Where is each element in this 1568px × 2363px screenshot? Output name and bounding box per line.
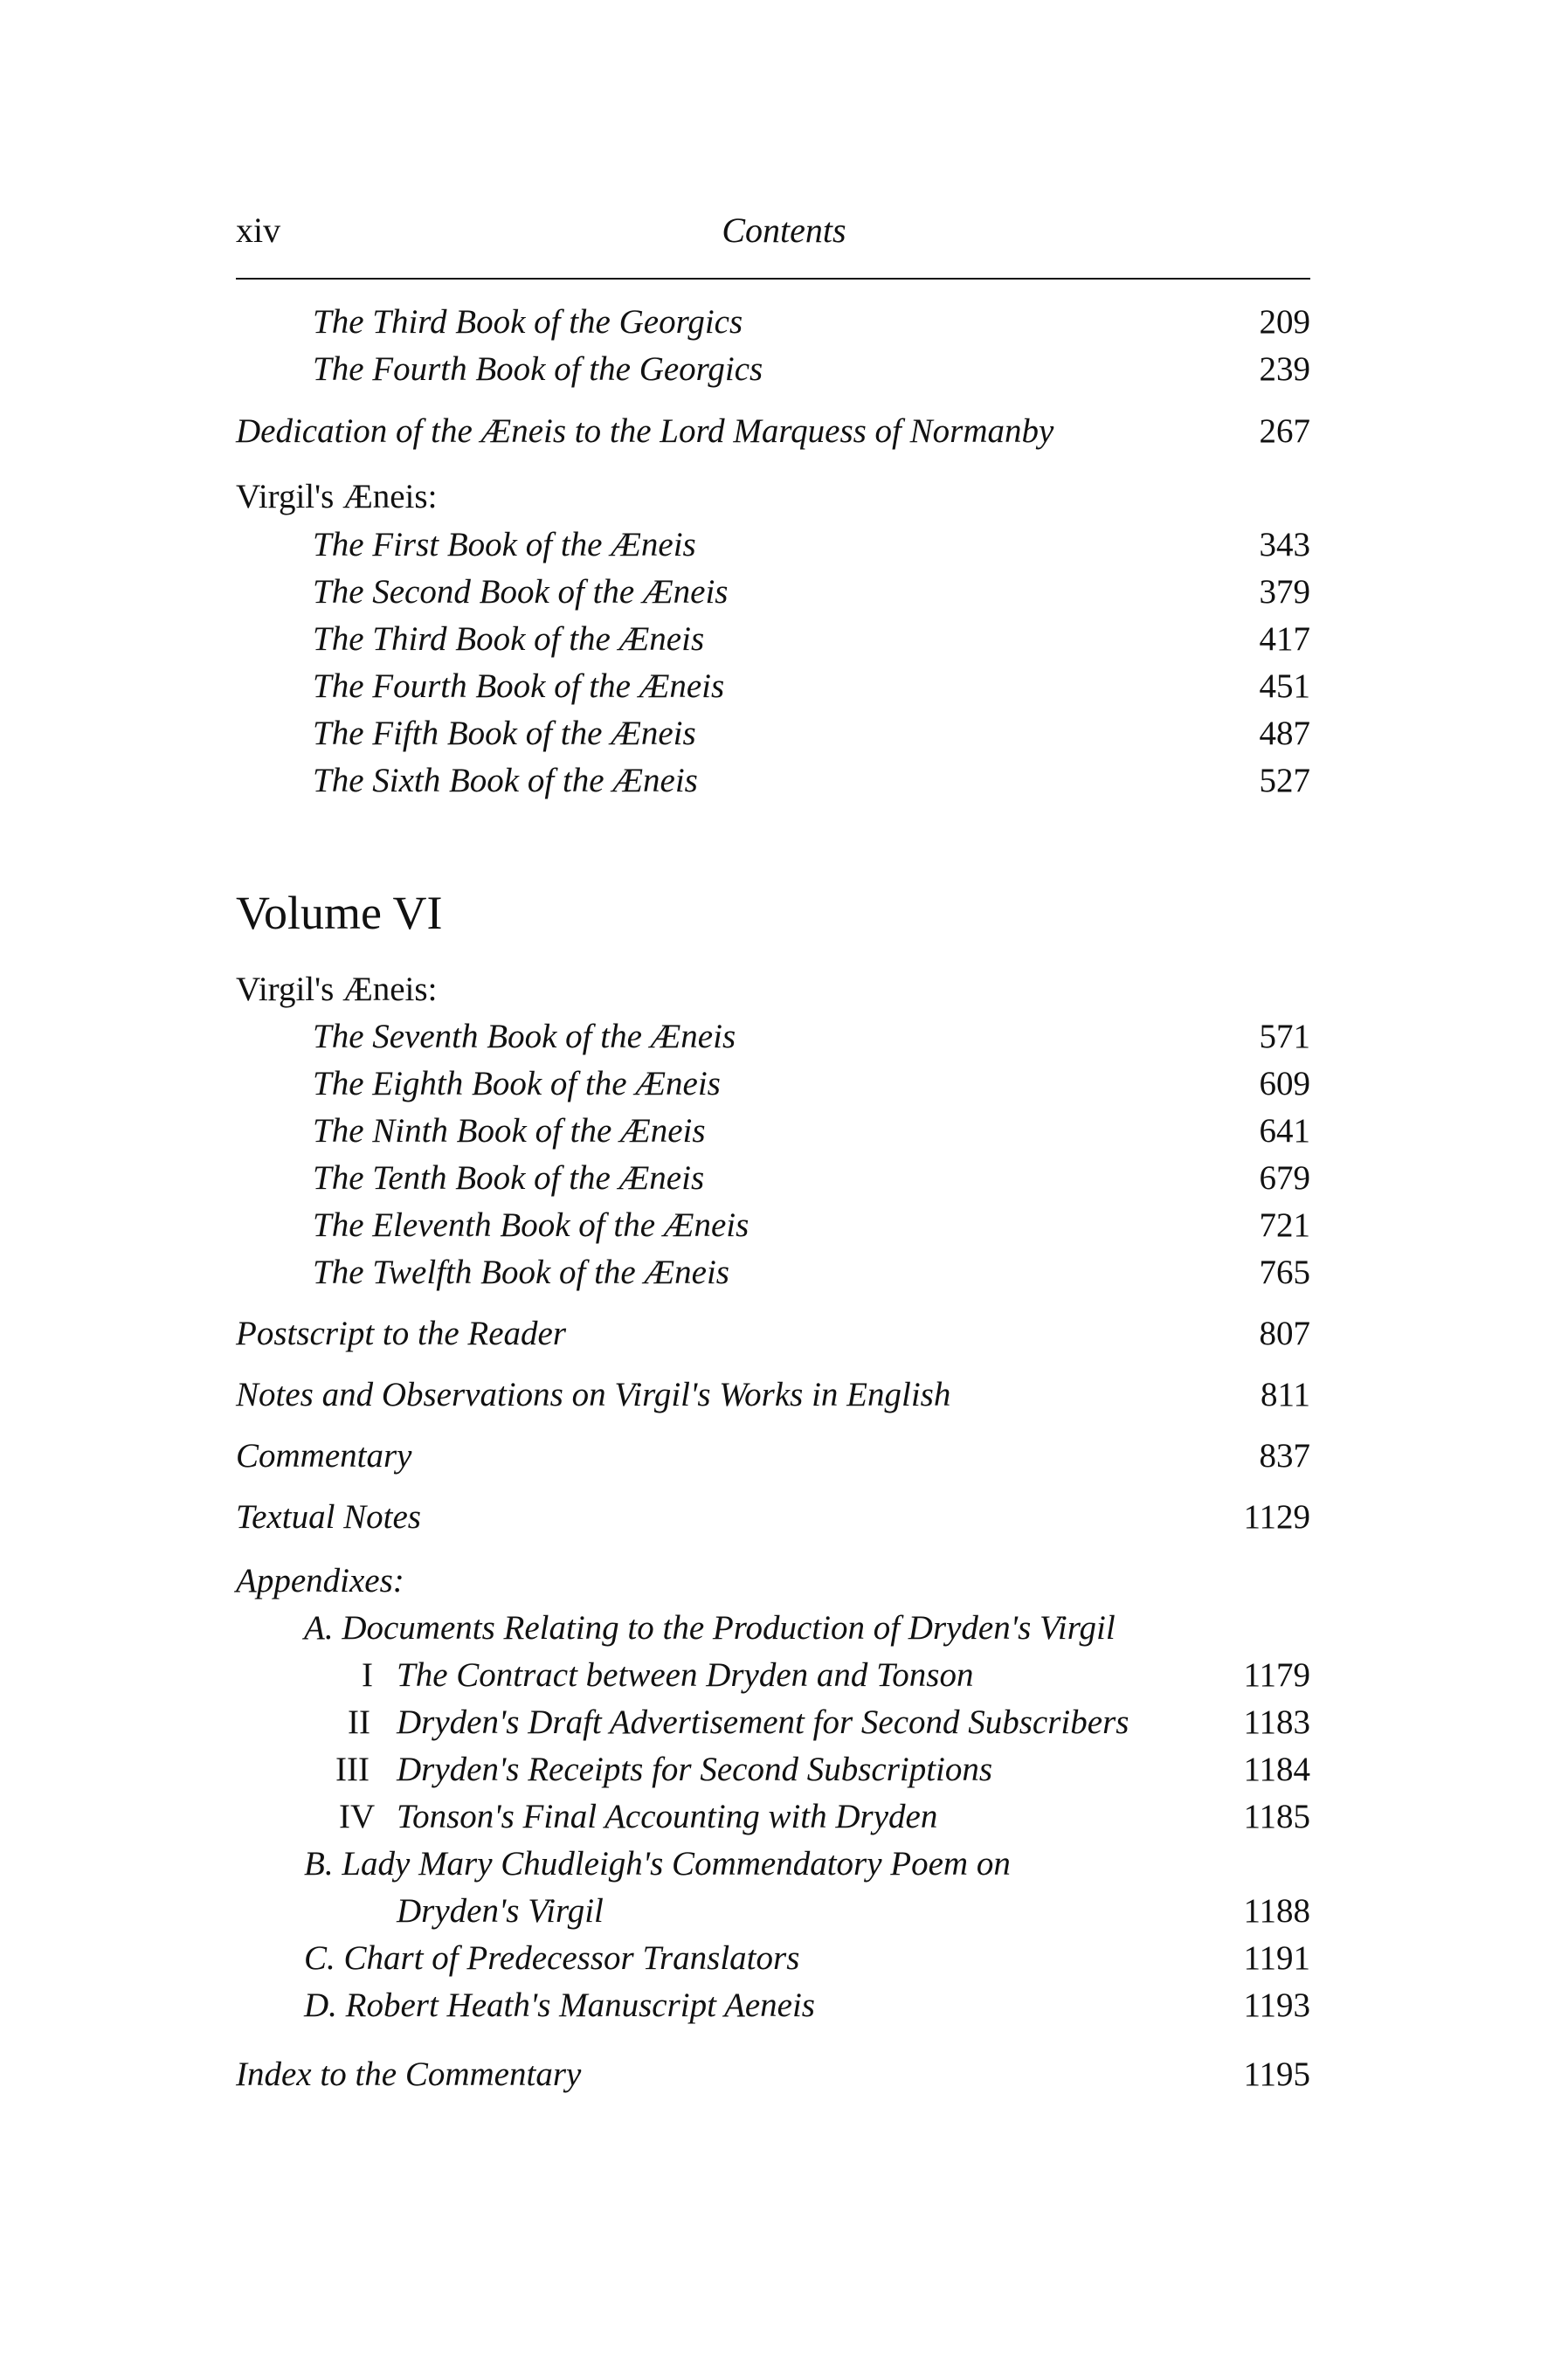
toc-entry-page: 1179 — [1243, 1656, 1310, 1694]
toc-entry-page: 721 — [1259, 1206, 1310, 1244]
toc-entry-title: The First Book of the Æneis — [313, 526, 696, 563]
toc-entry-title: The Eleventh Book of the Æneis — [313, 1206, 749, 1244]
toc-entry — [0, 1889, 1568, 1934]
toc-entry — [0, 1606, 1568, 1651]
toc-entry-page: 571 — [1259, 1018, 1310, 1055]
toc-entry-page: 267 — [1259, 412, 1310, 450]
toc-entry-page: 1183 — [1243, 1703, 1310, 1741]
toc-entry-title: Index to the Commentary — [236, 2056, 582, 2093]
toc-entry — [0, 2052, 1568, 2097]
toc-entry-numeral: II — [348, 1703, 370, 1741]
toc-entry — [0, 1983, 1568, 2028]
toc-entry-title: The Third Book of the Georgics — [313, 303, 743, 341]
toc-entry-page: 807 — [1259, 1315, 1310, 1352]
toc-entry — [0, 1250, 1568, 1296]
toc-entry — [0, 1841, 1568, 1887]
toc-entry-numeral: III — [335, 1751, 370, 1788]
toc-entry — [0, 1653, 1568, 1698]
toc-entry-title: A. Documents Relating to the Production of Dryden's Virgil — [304, 1609, 1116, 1647]
toc-entry-page: 239 — [1259, 350, 1310, 388]
toc-entry-title: The Third Book of the Æneis — [313, 620, 705, 658]
toc-entry — [0, 1936, 1568, 1981]
toc-entry-title: The Twelfth Book of the Æneis — [313, 1254, 729, 1291]
toc-entry — [0, 1311, 1568, 1357]
toc-entry — [0, 758, 1568, 804]
toc-entry — [0, 1156, 1568, 1201]
toc-entry-title: D. Robert Heath's Manuscript Aeneis — [304, 1986, 815, 2024]
toc-section-label — [0, 474, 1568, 520]
toc-entry-page: 765 — [1259, 1254, 1310, 1291]
toc-entry-numeral: IV — [339, 1798, 376, 1835]
toc-entry-page: 417 — [1259, 620, 1310, 658]
toc-entry-title: The Fourth Book of the Georgics — [313, 350, 763, 388]
toc-entry — [0, 522, 1568, 568]
toc-entry-page: 1191 — [1243, 1939, 1310, 1977]
toc-entry-title: Tonson's Final Accounting with Dryden — [397, 1798, 938, 1835]
toc-section-label — [0, 1558, 1568, 1604]
toc-entry-title: The Seventh Book of the Æneis — [313, 1018, 736, 1055]
toc-entry-page: 1184 — [1243, 1751, 1310, 1788]
volume-heading: Volume VI — [236, 887, 443, 939]
toc-entry-title: Dryden's Draft Advertisement for Second Subscribers — [397, 1703, 1129, 1741]
toc-entry-page: 1129 — [1243, 1498, 1310, 1536]
toc-entry-page: 609 — [1259, 1065, 1310, 1102]
toc-entry-title: The Ninth Book of the Æneis — [313, 1112, 706, 1150]
toc-entry — [0, 1700, 1568, 1745]
toc-entry-title: Dryden's Virgil — [397, 1892, 604, 1930]
toc-entry-title: Postscript to the Reader — [236, 1315, 567, 1352]
toc-entry-title: Textual Notes — [236, 1498, 421, 1536]
toc-entry-title: B. Lady Mary Chudleigh's Commendatory Poem on — [304, 1845, 1011, 1883]
toc-entry — [0, 1794, 1568, 1840]
toc-entry — [0, 664, 1568, 709]
toc-entry-page: 1185 — [1243, 1798, 1310, 1835]
toc-entry — [0, 617, 1568, 662]
toc-entry-title: Appendixes: — [236, 1562, 404, 1600]
toc-entry-title: Commentary — [236, 1437, 412, 1475]
toc-entry — [0, 300, 1568, 345]
toc-entry-page: 379 — [1259, 573, 1310, 611]
toc-section-label — [0, 967, 1568, 1012]
toc-entry-title: Virgil's Æneis: — [236, 971, 438, 1008]
toc-entry-page: 343 — [1259, 526, 1310, 563]
toc-entry-title: Dryden's Receipts for Second Subscriptions — [397, 1751, 993, 1788]
toc-entry — [0, 1109, 1568, 1154]
toc-entry — [0, 1203, 1568, 1248]
toc-entry-page: 1195 — [1243, 2056, 1310, 2093]
toc-entry-title: The Sixth Book of the Æneis — [313, 762, 698, 799]
toc-entry-title: C. Chart of Predecessor Translators — [304, 1939, 800, 1977]
toc-entry — [0, 1747, 1568, 1793]
toc-entry-page: 811 — [1260, 1376, 1310, 1413]
toc-entry-page: 679 — [1259, 1159, 1310, 1197]
toc-entry — [0, 1061, 1568, 1107]
page-number: xiv — [236, 211, 281, 250]
toc-entry-page: 451 — [1259, 667, 1310, 705]
toc-entry-title: Dedication of the Æneis to the Lord Marquess of Normanby — [236, 412, 1054, 450]
toc-entry — [0, 1434, 1568, 1479]
toc-entry-title: The Second Book of the Æneis — [313, 573, 729, 611]
toc-entry — [0, 1495, 1568, 1540]
toc-entry-title: The Fourth Book of the Æneis — [313, 667, 725, 705]
toc-entry-title: Virgil's Æneis: — [236, 478, 438, 515]
toc-entry-title: The Contract between Dryden and Tonson — [397, 1656, 974, 1694]
toc-entry-page: 487 — [1259, 715, 1310, 752]
toc-entry-page: 527 — [1259, 762, 1310, 799]
toc-entry-title: The Eighth Book of the Æneis — [313, 1065, 721, 1102]
toc-entry — [0, 347, 1568, 392]
toc-entry — [0, 1372, 1568, 1418]
toc-entry-title: The Fifth Book of the Æneis — [313, 715, 696, 752]
toc-entry-page: 209 — [1259, 303, 1310, 341]
toc-entry — [0, 409, 1568, 454]
toc-entry-page: 837 — [1259, 1437, 1310, 1475]
toc-entry-numeral: I — [362, 1656, 373, 1694]
toc-entry-page: 641 — [1259, 1112, 1310, 1150]
toc-entry-title: Notes and Observations on Virgil's Works in English — [236, 1376, 951, 1413]
running-title: Contents — [722, 211, 846, 250]
toc-entry-title: The Tenth Book of the Æneis — [313, 1159, 705, 1197]
header-rule — [236, 278, 1310, 280]
toc-entry — [0, 570, 1568, 615]
toc-entry-page: 1188 — [1243, 1892, 1310, 1930]
toc-entry — [0, 1014, 1568, 1060]
toc-entry-page: 1193 — [1243, 1986, 1310, 2024]
toc-entry — [0, 711, 1568, 757]
